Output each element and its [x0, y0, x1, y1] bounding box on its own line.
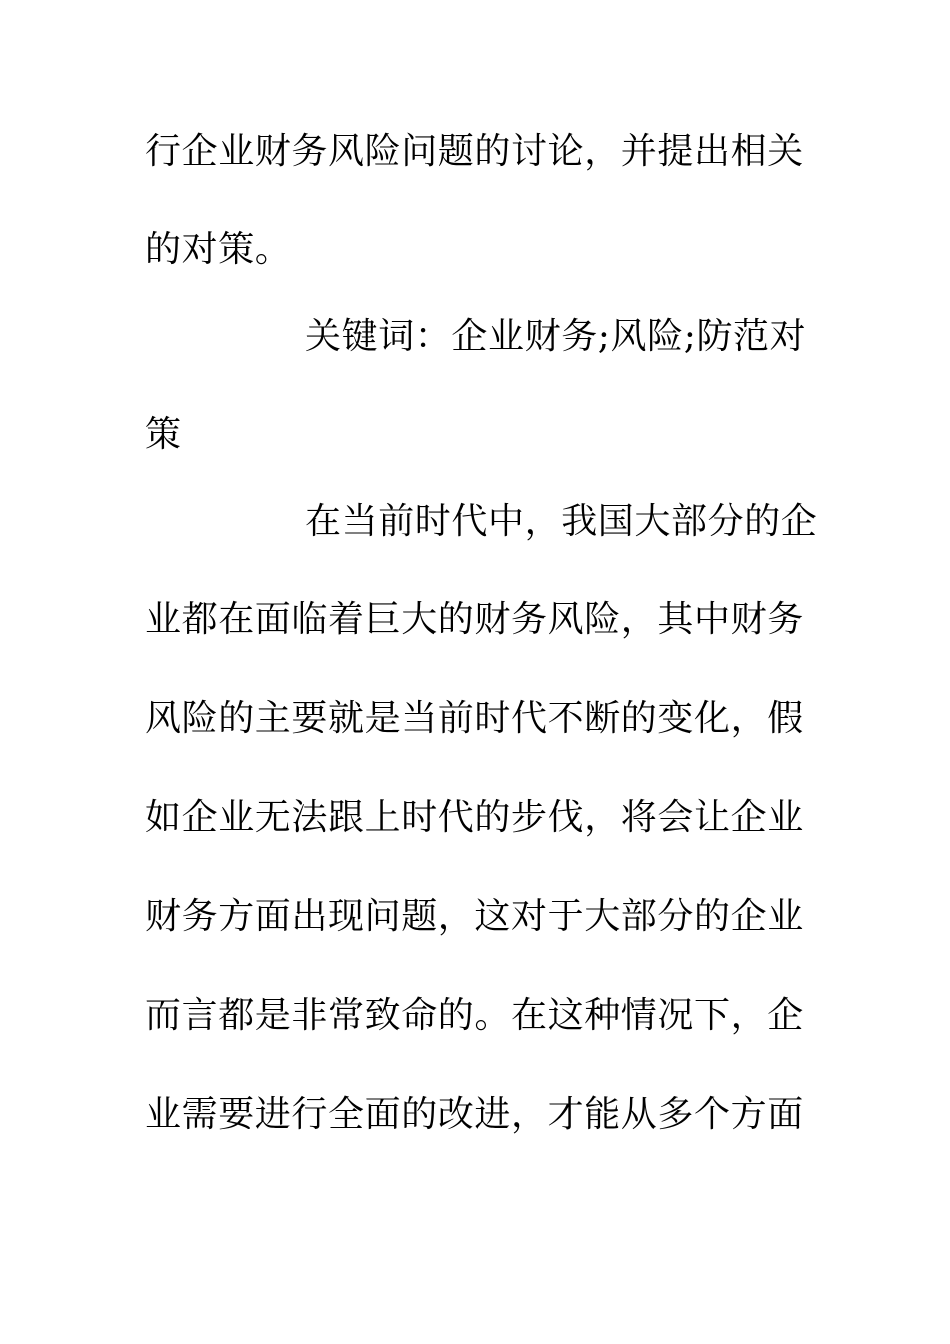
- text-line: 财务方面出现问题，这对于大部分的企业: [145, 896, 804, 937]
- text-line: 策: [145, 414, 182, 455]
- text-line: 的对策。: [145, 229, 292, 270]
- text-line: 业需要进行全面的改进，才能从多个方面: [145, 1094, 804, 1135]
- text-line: 业都在面临着巨大的财务风险，其中财务: [145, 599, 804, 640]
- paragraph-start-line: 在当前时代中，我国大部分的企: [305, 501, 818, 542]
- text-line: 而言都是非常致命的。在这种情况下，企: [145, 995, 804, 1036]
- text-line: 如企业无法跟上时代的步伐，将会让企业: [145, 797, 804, 838]
- text-line: 风险的主要就是当前时代不断的变化，假: [145, 698, 804, 739]
- keywords-line: 关键词：企业财务;风险;防范对: [305, 316, 807, 357]
- text-line: 行企业财务风险问题的讨论，并提出相关: [145, 131, 804, 172]
